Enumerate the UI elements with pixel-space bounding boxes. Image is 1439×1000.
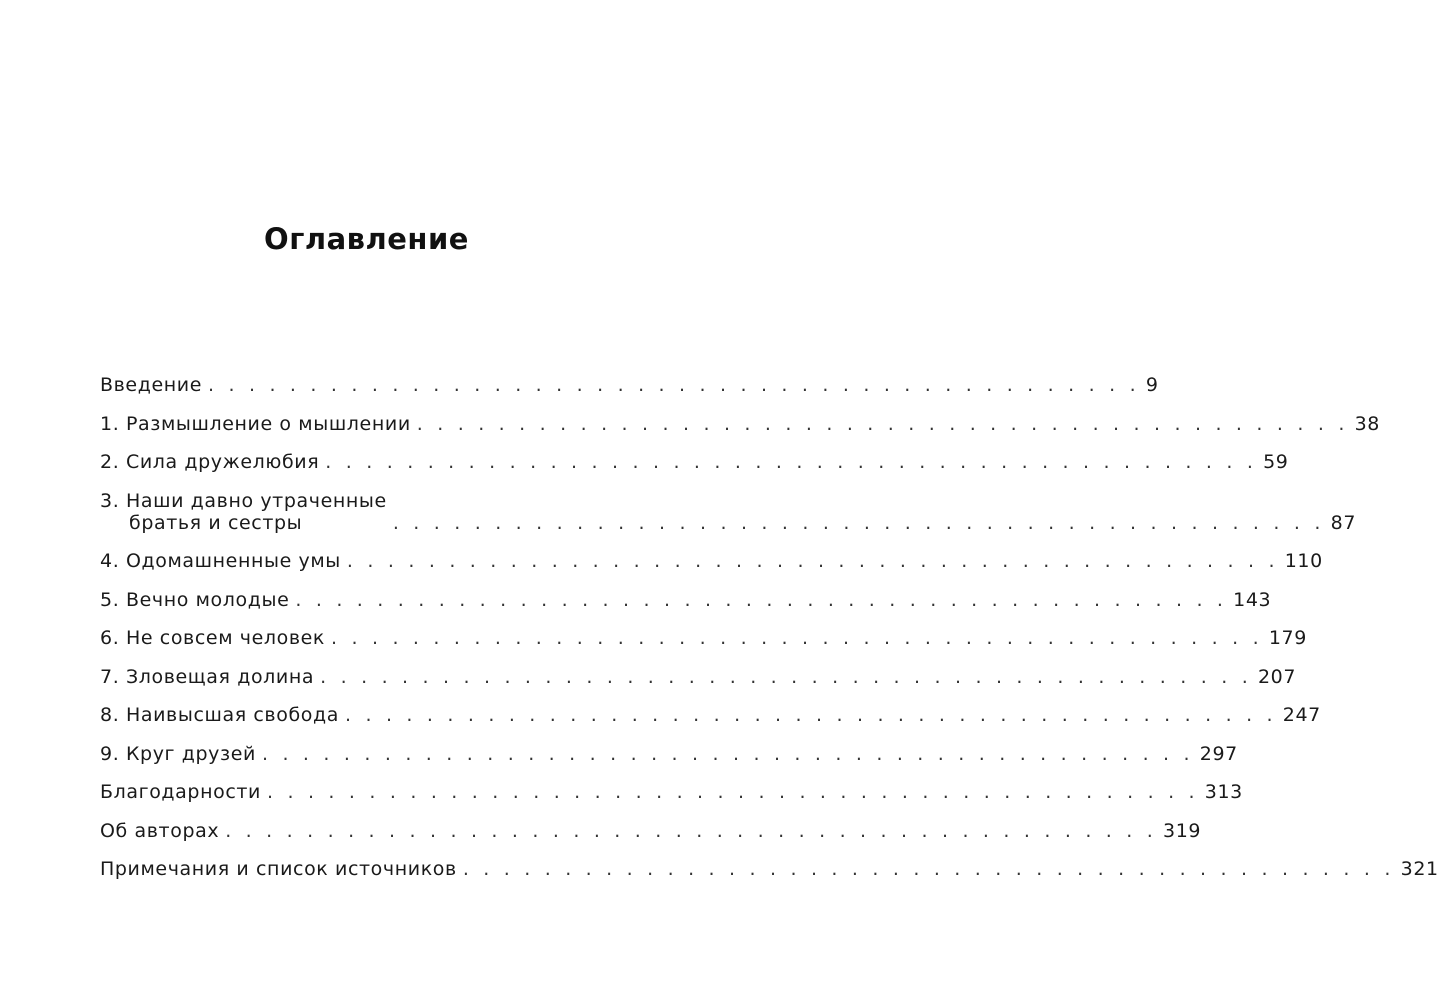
toc-entry-page: 9 — [1145, 374, 1159, 396]
toc-entry-title-line1: 3. Наши давно утраченные — [100, 489, 387, 512]
toc-entry-page: 321 — [1400, 858, 1439, 880]
toc-entry-page: 207 — [1257, 665, 1297, 688]
toc-entry-title: 8. Наивысшая свобода — [100, 704, 339, 726]
dot-leader: . . . . . . . . . . . . . . . . . . . . . . . . . . . . . . . . . . . . . . . . . . . . . . — [325, 451, 1258, 473]
toc-entry-chapter-4[interactable] — [100, 550, 1323, 572]
dot-leader: . . . . . . . . . . . . . . . . . . . . . . . . . . . . . . . . . . . . . . . . . . . . . . — [320, 665, 1252, 688]
toc-entry-chapter-2[interactable] — [100, 451, 1289, 473]
dot-leader: . . . . . . . . . . . . . . . . . . . . . . . . . . . . . . . . . . . . . . . . . . . . . . — [392, 511, 1325, 534]
page-title: Оглавление — [264, 222, 469, 256]
toc-entry-page: 87 — [1330, 511, 1357, 534]
dot-leader: . . . . . . . . . . . . . . . . . . . . . . . . . . . . . . . . . . . . . . . . . . . . . . — [261, 742, 1194, 765]
toc-entry-title: Примечания и список источников — [100, 858, 457, 880]
dot-leader: . . . . . . . . . . . . . . . . . . . . . . . . . . . . . . . . . . . . . . . . . . . . . . — [208, 374, 1140, 396]
dot-leader: . . . . . . . . . . . . . . . . . . . . . . . . . . . . . . . . . . . . . . . . . . . . . . — [266, 781, 1199, 803]
toc-entry-introduction[interactable] — [100, 374, 1159, 396]
dot-leader: . . . . . . . . . . . . . . . . . . . . . . . . . . . . . . . . . . . . . . . . . . . . . . — [344, 704, 1277, 726]
toc-entry-page: 110 — [1284, 550, 1323, 572]
toc-entry-page: 59 — [1263, 451, 1289, 473]
toc-entry-title: Об авторах — [100, 819, 220, 842]
dot-leader: . . . . . . . . . . . . . . . . . . . . . . . . . . . . . . . . . . . . . . . . . . . . . . — [416, 412, 1349, 435]
toc-entry-chapter-3[interactable] — [100, 489, 1357, 534]
toc-entry-chapter-5[interactable] — [100, 588, 1272, 611]
toc-entry-chapter-8[interactable] — [100, 704, 1321, 726]
toc-entry-page: 297 — [1199, 742, 1238, 765]
dot-leader: . . . . . . . . . . . . . . . . . . . . . . . . . . . . . . . . . . . . . . . . . . . . . . — [346, 550, 1279, 572]
toc-entry-page: 313 — [1204, 781, 1243, 803]
toc-entry-title: Введение — [100, 374, 203, 396]
toc-entry-page: 143 — [1233, 588, 1272, 611]
toc-entry-title: 1. Размышление о мышлении — [100, 412, 411, 435]
dot-leader: . . . . . . . . . . . . . . . . . . . . . . . . . . . . . . . . . . . . . . . . . . . . . . — [331, 627, 1263, 649]
toc-entry-title: 5. Вечно молодые — [100, 588, 290, 611]
toc-entry-title-line2: братья и сестры — [129, 511, 303, 534]
toc-entry-title: 6. Не совсем человек — [100, 627, 326, 649]
toc-entry-title: 7. Зловещая долина — [100, 665, 315, 688]
toc-entry-chapter-1[interactable] — [100, 412, 1380, 435]
dot-leader: . . . . . . . . . . . . . . . . . . . . . . . . . . . . . . . . . . . . . . . . . . . . . . — [295, 588, 1228, 611]
toc-entry-page: 179 — [1268, 627, 1307, 649]
table-of-contents — [100, 374, 1439, 897]
toc-entry-notes-and-sources[interactable] — [100, 858, 1439, 880]
toc-entry-page: 247 — [1282, 704, 1321, 726]
toc-entry-page: 319 — [1163, 819, 1202, 842]
toc-entry-chapter-9[interactable] — [100, 742, 1238, 765]
toc-entry-title: Благодарности — [100, 781, 261, 803]
toc-entry-title — [100, 490, 393, 534]
dot-leader: . . . . . . . . . . . . . . . . . . . . . . . . . . . . . . . . . . . . . . . . . . . . . . — [462, 858, 1395, 880]
toc-entry-title: 4. Одомашненные умы — [100, 550, 341, 572]
toc-entry-chapter-7[interactable] — [100, 665, 1297, 688]
toc-entry-title: 9. Круг друзей — [100, 742, 256, 765]
dot-leader: . . . . . . . . . . . . . . . . . . . . . . . . . . . . . . . . . . . . . . . . . . . . . . — [225, 819, 1158, 842]
toc-entry-page: 38 — [1354, 412, 1380, 435]
toc-entry-chapter-6[interactable] — [100, 627, 1307, 649]
toc-entry-acknowledgements[interactable] — [100, 781, 1243, 803]
toc-entry-title: 2. Сила дружелюбия — [100, 451, 320, 473]
toc-entry-about-authors[interactable] — [100, 819, 1202, 842]
